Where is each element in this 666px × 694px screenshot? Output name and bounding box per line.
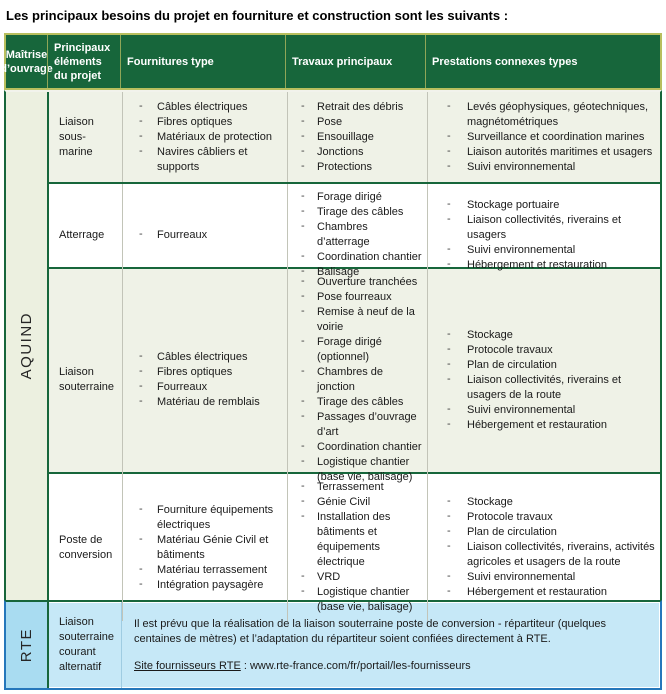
travaux-cell	[287, 474, 427, 621]
list-item-text: Suivi environnemental	[467, 243, 576, 256]
element-cell: Liaison souterraine courant alternatif	[49, 602, 122, 688]
list-item-text: Retrait des débris	[317, 100, 404, 113]
prestations-cell	[427, 269, 660, 491]
element-cell: Poste de conversion	[59, 533, 113, 561]
dash-bullet: -	[447, 495, 451, 507]
list-item	[292, 220, 423, 250]
list-item	[292, 100, 423, 115]
dash-bullet: -	[301, 365, 305, 377]
list-item	[292, 440, 423, 455]
dash-bullet: -	[447, 372, 451, 385]
list-item-text: Génie Civil	[317, 496, 371, 508]
travaux-cell	[287, 184, 427, 286]
column-header-travaux: Travaux principaux	[285, 35, 425, 88]
owner-label-rte: RTE	[18, 627, 35, 663]
list-item-text: VRD	[317, 571, 341, 583]
list-item	[432, 198, 656, 213]
list-item-text: Protections	[317, 160, 373, 173]
list-item-text: Fibres optiques	[157, 115, 233, 128]
list-item-text: Protocole travaux	[467, 511, 553, 523]
list-item	[432, 213, 656, 243]
list-item	[127, 100, 283, 115]
dash-bullet: -	[139, 99, 143, 112]
list-item	[127, 365, 283, 380]
list-item	[292, 250, 423, 265]
dash-bullet: -	[301, 480, 305, 492]
list-item	[127, 533, 283, 563]
dash-bullet: -	[447, 417, 451, 430]
list-item	[127, 380, 283, 395]
dash-bullet: -	[301, 129, 305, 142]
list-item	[432, 570, 656, 585]
dash-bullet: -	[139, 502, 143, 515]
list-item-text: Jonctions	[317, 145, 364, 158]
list-item	[292, 480, 423, 495]
rte-suppliers-link[interactable]: Site fournisseurs RTE	[134, 659, 241, 672]
list-item-text: Câbles électriques	[157, 100, 248, 113]
rte-link-url: : www.rte-france.com/fr/portail/les-fournisseurs	[240, 659, 471, 672]
list-item-text: Logistique chantier (base vie, balisage)	[317, 586, 413, 613]
dash-bullet: -	[139, 144, 143, 157]
dash-bullet: -	[447, 570, 451, 582]
owner-label-aquind: AQUIND	[18, 312, 35, 380]
dash-bullet: -	[447, 242, 451, 255]
list-item-text: Fibres optiques	[157, 366, 233, 378]
list-item	[292, 290, 423, 305]
list-item	[127, 395, 283, 410]
prestations-cell	[427, 184, 660, 286]
dash-bullet: -	[301, 265, 305, 277]
page-title: Les principaux besoins du projet en fourniture et construction sont les suivants :	[6, 8, 509, 23]
list-item-text: Protocole travaux	[467, 343, 553, 356]
list-item-text: Câbles électriques	[157, 351, 248, 363]
dash-bullet: -	[447, 212, 451, 225]
dash-bullet: -	[301, 144, 305, 157]
list-item-text: Coordination chantier	[317, 251, 422, 263]
element-cell: Liaison sous-marine	[59, 115, 94, 158]
dash-bullet: -	[447, 257, 451, 270]
dash-bullet: -	[301, 585, 305, 597]
list-item	[432, 418, 656, 433]
dash-bullet: -	[139, 380, 143, 392]
table-row	[49, 182, 660, 278]
dash-bullet: -	[301, 275, 305, 287]
list-item-text: Matériau Génie Civil et bâtiments	[157, 533, 269, 561]
list-item	[127, 115, 283, 130]
list-item	[432, 160, 656, 175]
list-item	[127, 350, 283, 365]
list-item	[432, 145, 656, 160]
list-item-text: Suivi environnemental	[467, 403, 576, 416]
dash-bullet: -	[447, 402, 451, 415]
list-item-text: Matériau terrassement	[157, 563, 268, 576]
dash-bullet: -	[301, 250, 305, 262]
list-item-text: Plan de circulation	[467, 526, 557, 538]
list-item-text: Hébergement et restauration	[467, 258, 608, 271]
table-header-row	[0, 33, 662, 90]
list-item-text: Installation des bâtiments et équipements électrique	[317, 511, 391, 568]
table-row	[49, 267, 660, 483]
list-item	[127, 130, 283, 145]
dash-bullet: -	[301, 395, 305, 407]
aquind-rows	[49, 92, 660, 613]
list-item-text: Matériau de remblais	[157, 396, 260, 408]
owner-cell-aquind	[6, 92, 49, 600]
list-item-text: Fourreaux	[157, 381, 208, 393]
list-item	[292, 190, 423, 205]
list-item-text: Pose	[317, 115, 343, 128]
list-item-text: Hébergement et restauration	[467, 586, 608, 598]
dash-bullet: -	[139, 395, 143, 407]
list-item-text: Plan de circulation	[467, 358, 557, 371]
dash-bullet: -	[301, 205, 305, 217]
dash-bullet: -	[139, 532, 143, 545]
prestations-cell	[427, 92, 660, 182]
list-item	[292, 160, 423, 175]
dash-bullet: -	[447, 342, 451, 355]
list-item-text: Liaison autorités maritimes et usagers	[467, 145, 653, 158]
list-item-text: Logistique chantier (base vie, balisage)	[317, 456, 413, 483]
travaux-cell	[287, 269, 427, 491]
list-item-text: Remise à neuf de la voirie	[317, 306, 415, 333]
list-item-text: Terrassement	[317, 481, 384, 493]
list-item-text: Hébergement et restauration	[467, 418, 608, 431]
list-item	[292, 130, 423, 145]
list-item-text: Navires câbliers et supports	[157, 145, 248, 173]
list-item-text: Forage dirigé	[317, 191, 382, 203]
list-item-text: Stockage portuaire	[467, 198, 560, 211]
column-header-elements: Principaux éléments du projet	[47, 35, 120, 88]
column-header-maitrise: Maîtrise d’ouvrage	[0, 48, 53, 75]
list-item	[432, 495, 656, 510]
list-item	[432, 100, 656, 130]
column-header-fournitures: Fournitures type	[120, 35, 285, 88]
column-header-prestations: Prestations connexes types	[425, 35, 660, 88]
list-item	[292, 275, 423, 290]
dash-bullet: -	[301, 190, 305, 202]
element-cell: Atterrage	[59, 228, 105, 241]
element-cell: Liaison souterraine	[59, 366, 115, 393]
list-item	[292, 395, 423, 410]
list-item	[127, 503, 283, 533]
dash-bullet: -	[139, 577, 143, 590]
list-item-text: Stockage	[467, 496, 513, 508]
list-item	[292, 145, 423, 160]
list-item	[432, 243, 656, 258]
list-item	[292, 585, 423, 615]
rte-link-line	[134, 659, 648, 674]
fournitures-cell	[122, 92, 287, 182]
list-item	[127, 578, 283, 593]
dash-bullet: -	[447, 585, 451, 597]
list-item	[292, 115, 423, 130]
travaux-cell	[287, 92, 427, 182]
list-item-text: Forage dirigé (optionnel)	[317, 336, 382, 363]
list-item-text: Levés géophysiques, géotechniques, magnétométriques	[467, 100, 649, 128]
dash-bullet: -	[447, 540, 451, 552]
list-item	[292, 335, 423, 365]
dash-bullet: -	[139, 562, 143, 575]
dash-bullet: -	[301, 114, 305, 127]
list-item	[127, 228, 283, 243]
list-item-text: Ouverture tranchées	[317, 276, 418, 288]
list-item-text: Stockage	[467, 328, 513, 341]
list-item-text: Liaison collectivités, riverains, activités agricoles et usagers de la route	[467, 541, 655, 568]
list-item	[292, 365, 423, 395]
list-item-text: Tirage des câbles	[317, 396, 404, 408]
list-item	[432, 540, 656, 570]
list-item	[292, 410, 423, 440]
dash-bullet: -	[447, 159, 451, 172]
list-item-text: Ensouillage	[317, 130, 374, 143]
dash-bullet: -	[301, 220, 305, 232]
list-item-text: Surveillance et coordination marines	[467, 130, 645, 143]
list-item	[432, 343, 656, 358]
dash-bullet: -	[447, 144, 451, 157]
fournitures-cell	[122, 474, 287, 621]
dash-bullet: -	[301, 440, 305, 452]
list-item-text: Matériaux de protection	[157, 130, 272, 143]
prestations-cell	[427, 474, 660, 621]
table-row	[49, 92, 660, 182]
list-item-text: Suivi environnemental	[467, 571, 576, 583]
list-item	[432, 585, 656, 600]
list-item	[292, 205, 423, 220]
fournitures-cell	[122, 269, 287, 491]
dash-bullet: -	[301, 495, 305, 507]
list-item	[127, 145, 283, 175]
list-item-text: Pose fourreaux	[317, 291, 392, 303]
dash-bullet: -	[301, 335, 305, 347]
needs-table	[0, 33, 662, 690]
rte-note-paragraph: Il est prévu que la réalisation de la liaison souterraine poste de conversion - répartiteur (quelques centaines de mètres) et l’adaptation du répartiteur soient confiées directement à RTE.	[134, 617, 607, 645]
dash-bullet: -	[447, 99, 451, 112]
list-item	[432, 403, 656, 418]
dash-bullet: -	[447, 129, 451, 142]
list-item-text: Fourreaux	[157, 228, 208, 241]
list-item-text: Tirage des câbles	[317, 206, 404, 218]
list-item-text: Chambres de jonction	[317, 366, 384, 393]
dash-bullet: -	[301, 305, 305, 317]
dash-bullet: -	[447, 357, 451, 370]
dash-bullet: -	[447, 510, 451, 522]
list-item-text: Chambres d’atterrage	[317, 221, 370, 248]
list-item	[432, 373, 656, 403]
dash-bullet: -	[301, 290, 305, 302]
dash-bullet: -	[301, 99, 305, 112]
list-item	[432, 328, 656, 343]
dash-bullet: -	[139, 350, 143, 362]
dash-bullet: -	[139, 129, 143, 142]
list-item	[292, 510, 423, 570]
aquind-section	[4, 90, 662, 613]
list-item-text: Intégration paysagère	[157, 578, 264, 591]
dash-bullet: -	[301, 510, 305, 522]
table-row	[49, 472, 660, 613]
list-item-text: Fourniture équipements électriques	[157, 503, 274, 531]
dash-bullet: -	[447, 197, 451, 210]
dash-bullet: -	[447, 327, 451, 340]
dash-bullet: -	[447, 525, 451, 537]
list-item-text: Coordination chantier	[317, 441, 422, 453]
dash-bullet: -	[139, 227, 143, 240]
dash-bullet: -	[301, 570, 305, 582]
list-item-text: Suivi environnemental	[467, 160, 576, 173]
list-item	[127, 563, 283, 578]
list-item	[432, 130, 656, 145]
dash-bullet: -	[139, 114, 143, 127]
list-item-text: Liaison collectivités, riverains et usagers	[467, 213, 622, 241]
dash-bullet: -	[301, 455, 305, 467]
list-item-text: Liaison collectivités, riverains et usagers de la route	[467, 373, 622, 401]
list-item	[432, 510, 656, 525]
owner-cell-rte	[6, 602, 49, 688]
dash-bullet: -	[301, 159, 305, 172]
list-item	[432, 258, 656, 273]
list-item	[432, 358, 656, 373]
list-item-text: Passages d’ouvrage d’art	[317, 411, 417, 438]
list-item	[292, 570, 423, 585]
dash-bullet: -	[301, 410, 305, 422]
list-item	[292, 305, 423, 335]
list-item-text: Balisage	[317, 266, 360, 278]
dash-bullet: -	[139, 365, 143, 377]
list-item	[292, 495, 423, 510]
list-item	[432, 525, 656, 540]
